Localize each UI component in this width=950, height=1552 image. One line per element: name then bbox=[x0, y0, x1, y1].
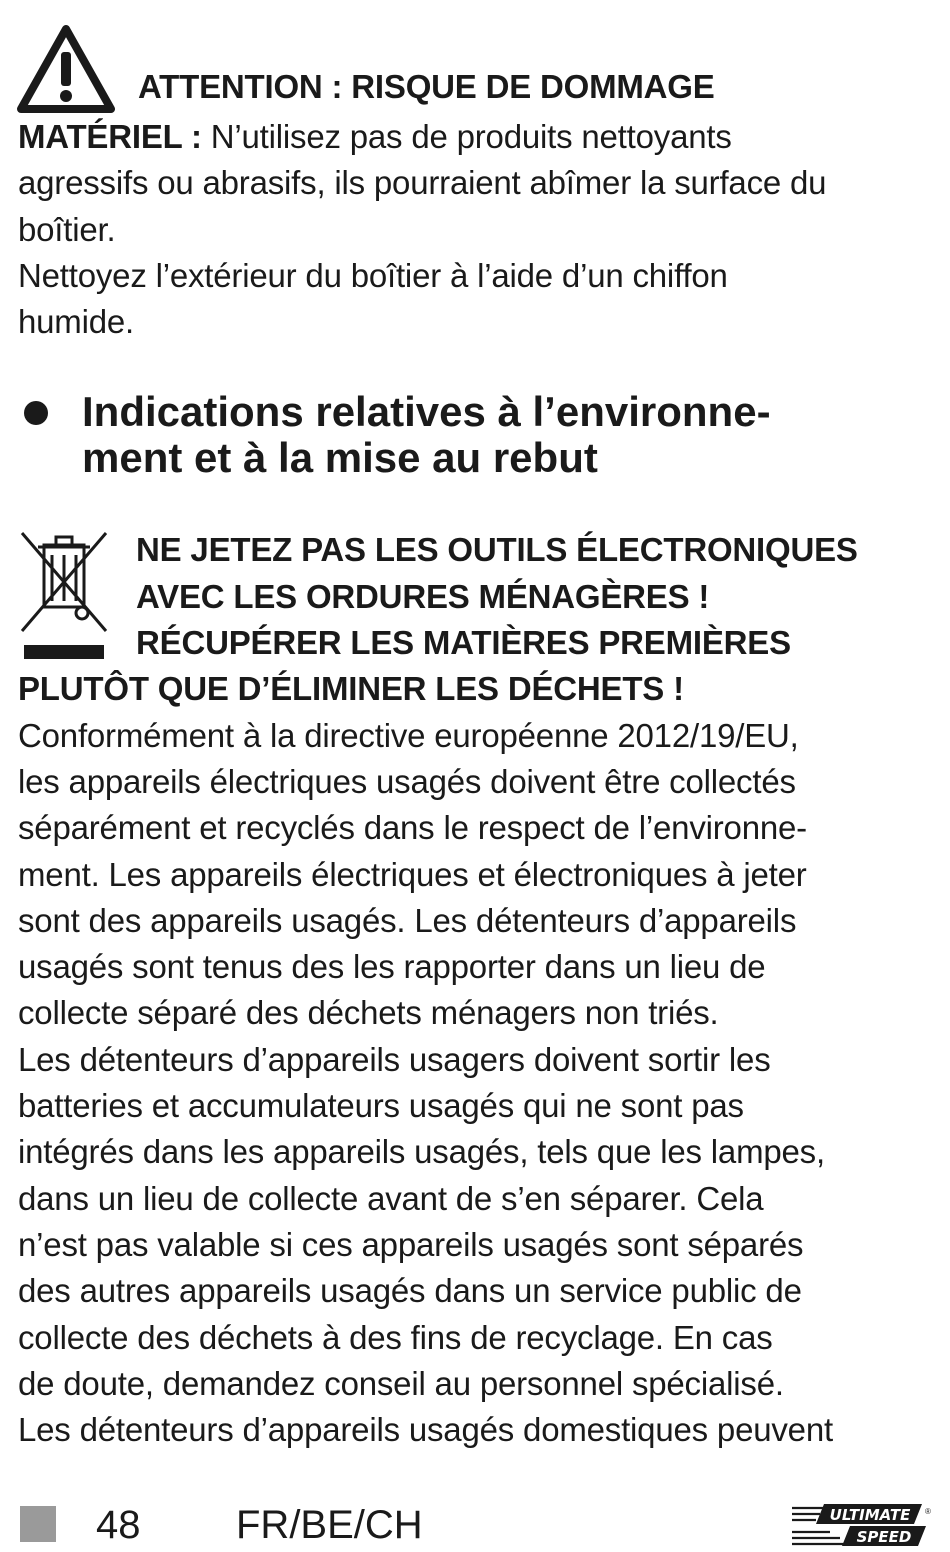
disposal-heading-line: NE JETEZ PAS LES OUTILS ÉLECTRONIQUES bbox=[136, 531, 858, 569]
page-content bbox=[18, 24, 936, 1453]
section-heading-line: Indications relatives à l’environne- bbox=[82, 388, 771, 436]
warning-text: agressifs ou abrasifs, ils pourraient abîmer la surface du bbox=[18, 164, 827, 202]
disposal-text-line: Les détenteurs d’appareils usagés domestiques peuvent bbox=[18, 1411, 833, 1449]
disposal-text-line: de doute, demandez conseil au personnel spécialisé. bbox=[18, 1364, 784, 1402]
disposal-text-line: collecte séparé des déchets ménagers non triés. bbox=[18, 994, 719, 1032]
disposal-text-line: des autres appareils usagés dans un service public de bbox=[18, 1272, 802, 1310]
disposal-text-line: intégrés dans les appareils usagés, tels que les lampes, bbox=[18, 1133, 825, 1171]
disposal-text-line: n’est pas valable si ces appareils usagés sont séparés bbox=[18, 1225, 804, 1263]
disposal-text-line: collecte des déchets à des fins de recyclage. En cas bbox=[18, 1318, 773, 1356]
warning-text: boîtier. bbox=[18, 210, 116, 248]
warning-triangle-icon bbox=[16, 24, 116, 114]
disposal-text-line: les appareils électriques usagés doivent être collectés bbox=[18, 762, 796, 800]
disposal-text-line: batteries et accumulateurs usagés qui ne sont pas bbox=[18, 1087, 744, 1125]
disposal-block bbox=[18, 527, 936, 1453]
ultimate-speed-logo bbox=[790, 1502, 932, 1546]
footer-marker-icon bbox=[20, 1506, 56, 1542]
cleaning-text: humide. bbox=[18, 303, 135, 341]
crossed-wheelie-bin-icon bbox=[18, 531, 110, 663]
page-number: 48 bbox=[96, 1503, 141, 1547]
disposal-text-line: dans un lieu de collecte avant de s’en séparer. Cela bbox=[18, 1179, 764, 1217]
page-footer bbox=[0, 1498, 950, 1552]
registered-mark: ® bbox=[925, 1507, 931, 1516]
disposal-text-line: usagés sont tenus des les rapporter dans un lieu de bbox=[18, 948, 766, 986]
bullet-icon bbox=[24, 401, 48, 425]
section-heading bbox=[18, 389, 936, 481]
disposal-text-line: sont des appareils usagés. Les détenteurs d’appareils bbox=[18, 901, 797, 939]
section-heading-line: ment et à la mise au rebut bbox=[82, 434, 598, 482]
disposal-text-line: Conformément à la directive européenne 2012/19/EU, bbox=[18, 716, 799, 754]
disposal-text-line: séparément et recyclés dans le respect de l’environne- bbox=[18, 809, 807, 847]
disposal-heading-line: AVEC LES ORDURES MÉNAGÈRES ! bbox=[136, 577, 710, 615]
warning-heading: ATTENTION : RISQUE DE DOMMAGE bbox=[138, 68, 715, 105]
disposal-heading-line: PLUTÔT QUE D’ÉLIMINER LES DÉCHETS ! bbox=[18, 670, 684, 708]
warning-block bbox=[18, 24, 936, 345]
language-codes: FR/BE/CH bbox=[236, 1503, 423, 1547]
logo-text: SPEED bbox=[856, 1528, 912, 1546]
disposal-text-line: Les détenteurs d’appareils usagers doivent sortir les bbox=[18, 1040, 771, 1078]
warning-heading-continued: MATÉRIEL : bbox=[18, 118, 202, 155]
disposal-text-line: ment. Les appareils électriques et électroniques à jeter bbox=[18, 855, 807, 893]
disposal-heading-line: RÉCUPÉRER LES MATIÈRES PREMIÈRES bbox=[136, 624, 791, 662]
logo-text: ULTIMATE bbox=[829, 1506, 911, 1524]
cleaning-text: Nettoyez l’extérieur du boîtier à l’aide d’un chiffon bbox=[18, 256, 728, 294]
warning-text: N’utilisez pas de produits nettoyants bbox=[201, 118, 732, 155]
